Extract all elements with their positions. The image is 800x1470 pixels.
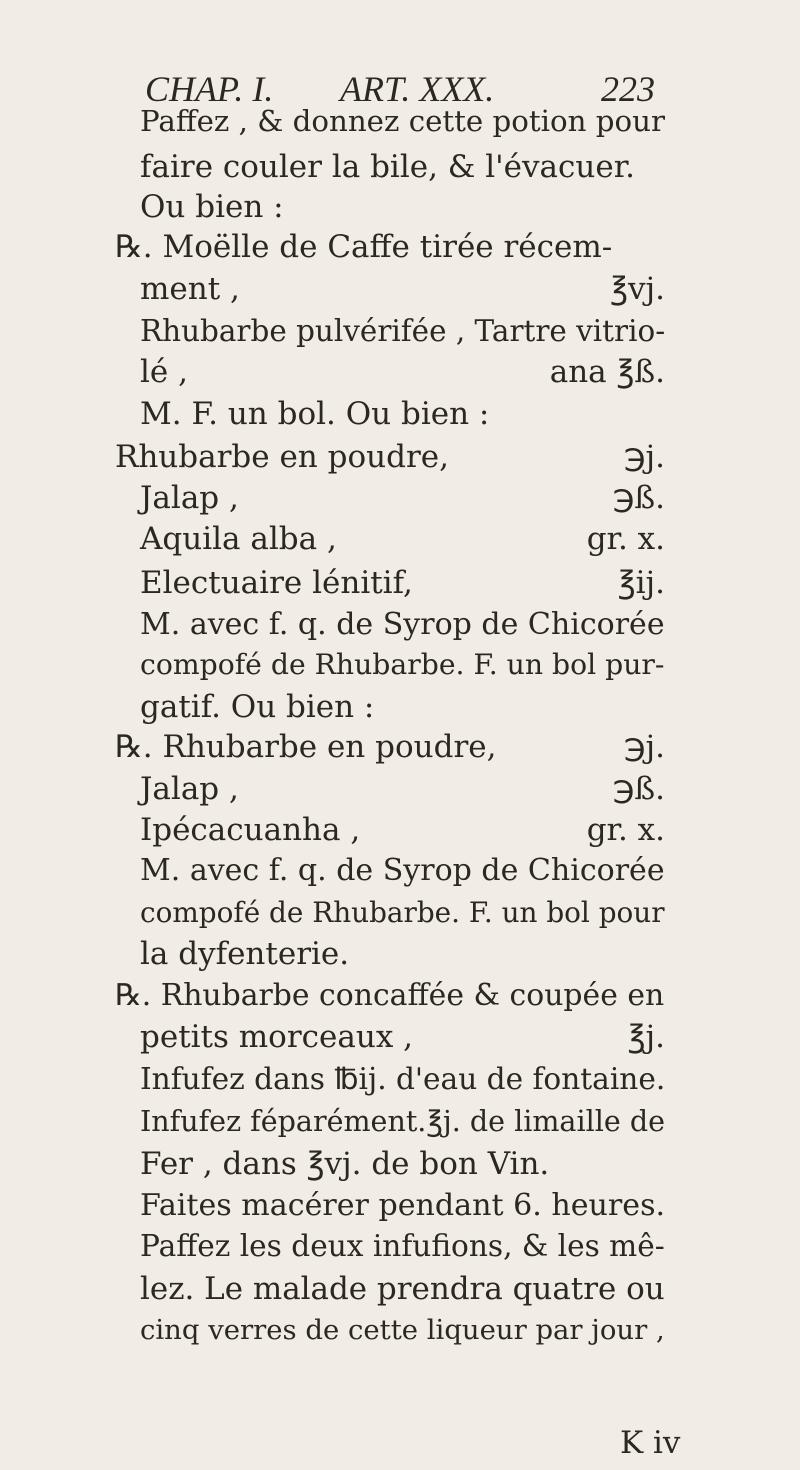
line-text: compofé de Rhubarbe. F. un bol pur- xyxy=(140,648,665,681)
dosage: ℥j. xyxy=(627,1019,665,1055)
dosage: ℈ß. xyxy=(612,480,665,516)
line-text: Infufez féparément.℥j. de limaille de xyxy=(140,1104,665,1138)
text-line xyxy=(115,436,665,478)
text-line xyxy=(140,1143,665,1185)
line-text: ment , xyxy=(140,271,240,307)
line-text: Ipécacuanha , xyxy=(140,812,361,848)
text-line xyxy=(140,1309,665,1351)
header-chapter: CHAP. I. xyxy=(145,69,274,109)
text-line xyxy=(140,686,665,728)
line-text: ℞. Rhubarbe en poudre, xyxy=(115,729,497,765)
dosage: ℈j. xyxy=(623,439,665,475)
line-text: M. F. un bol. Ou bien : xyxy=(140,396,490,432)
text-line xyxy=(140,644,665,686)
line-text: la dyfenterie. xyxy=(140,936,350,972)
dosage: ℥vj. xyxy=(610,271,665,307)
dosage: gr. x. xyxy=(586,521,665,557)
line-text: cinq verres de cette liqueur par jour , xyxy=(140,1314,665,1346)
text-line xyxy=(140,1225,665,1267)
dosage: ℈j. xyxy=(623,729,665,765)
line-text: M. avec f. q. de Syrop de Chicorée xyxy=(140,853,665,888)
line-text: Rhubarbe en poudre, xyxy=(115,439,449,475)
line-text: Faites macérer pendant 6. heures. xyxy=(140,1188,666,1223)
dosage: ℈ß. xyxy=(612,771,665,807)
line-text: lez. Le malade prendra quatre ou xyxy=(140,1271,665,1307)
page-number: 223 xyxy=(601,69,655,109)
header-article: ART. XXX. xyxy=(340,69,495,109)
text-line xyxy=(140,393,665,435)
line-text: Electuaire lénitif, xyxy=(140,565,413,601)
line-text: Fer , dans ℥vj. de bon Vin. xyxy=(140,1146,550,1182)
text-line xyxy=(115,226,665,268)
text-line xyxy=(140,100,665,142)
line-text: ℞. Moëlle de Caffe tirée récem- xyxy=(115,229,613,265)
text-line xyxy=(140,562,665,604)
text-line xyxy=(140,768,665,810)
text-line xyxy=(140,850,665,892)
line-text: Ou bien : xyxy=(140,189,284,225)
line-text: Paffez les deux infufions, & les mê- xyxy=(140,1229,665,1263)
text-line xyxy=(140,1016,665,1058)
line-text: Aquila alba , xyxy=(140,521,337,557)
text-line xyxy=(140,933,665,975)
text-line xyxy=(115,726,665,768)
text-line xyxy=(140,1100,665,1142)
line-text: Jalap , xyxy=(140,480,239,516)
text-line xyxy=(140,310,665,352)
text-line xyxy=(140,186,665,228)
catchword: K iv xyxy=(620,1425,681,1461)
text-line xyxy=(140,518,665,560)
line-text: lé , xyxy=(140,354,188,390)
text-line xyxy=(140,268,665,310)
text-line xyxy=(140,809,665,851)
text-line xyxy=(140,604,665,646)
line-text: Paffez , & donnez cette potion pour xyxy=(140,104,665,138)
line-text: Infufez dans ℔ij. d'eau de fontaine. xyxy=(140,1062,666,1096)
line-text: faire couler la bile, & l'évacuer. xyxy=(140,149,635,185)
line-text: compofé de Rhubarbe. F. un bol pour xyxy=(140,896,665,929)
line-text: M. avec f. q. de Syrop de Chicorée xyxy=(140,607,665,642)
text-line xyxy=(140,1058,665,1100)
dosage: ℥ij. xyxy=(617,565,665,601)
dosage: ana ℥ß. xyxy=(549,354,665,390)
line-text: gatif. Ou bien : xyxy=(140,689,375,725)
text-line xyxy=(140,1268,665,1310)
line-text: ℞. Rhubarbe concaffée & coupée en xyxy=(115,978,665,1013)
text-line xyxy=(140,477,665,519)
text-line xyxy=(140,892,665,934)
line-text: Rhubarbe pulvérifée , Tartre vitrio- xyxy=(140,314,666,348)
text-line xyxy=(115,975,665,1017)
text-line xyxy=(140,1185,665,1227)
dosage: gr. x. xyxy=(586,812,665,848)
text-line xyxy=(140,351,665,393)
text-line xyxy=(140,146,665,188)
line-text: petits morceaux , xyxy=(140,1019,414,1055)
line-text: Jalap , xyxy=(140,771,239,807)
